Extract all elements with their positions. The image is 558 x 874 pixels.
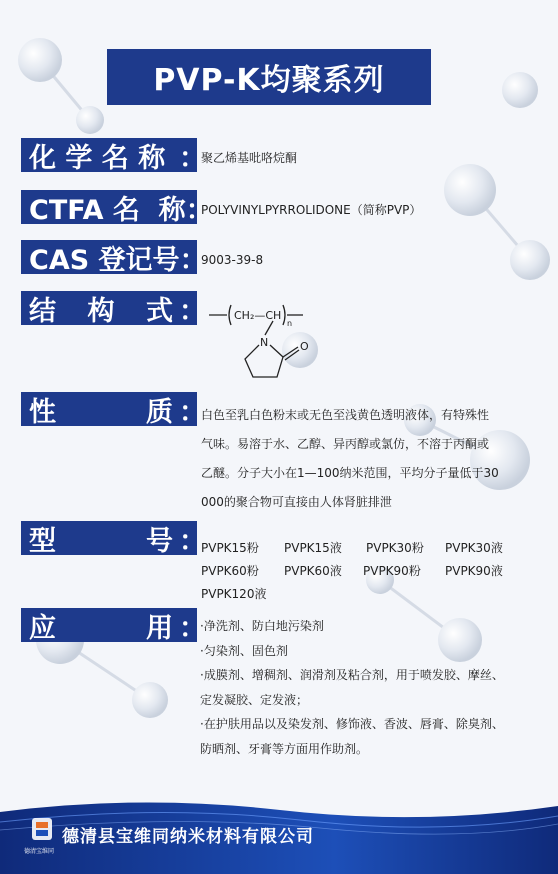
applications-label-char: 用	[146, 612, 173, 644]
ctfa-name-label: CTFA 名 称	[29, 194, 186, 226]
company-logo-text: 德清宝维同	[24, 848, 55, 855]
application-line: ·在护肤用品以及染发剂、修饰液、香波、唇膏、除臭剂、	[200, 717, 504, 731]
properties-label-char: 性	[29, 396, 56, 428]
page-title-banner	[107, 49, 431, 105]
ctfa-name-label-bar	[21, 190, 213, 226]
application-line: 定发凝胶、定发液；	[200, 692, 309, 707]
applications-list	[200, 614, 545, 761]
model-item: PVPK90液	[445, 564, 503, 578]
cas-number-label: CAS 登记号	[29, 244, 180, 276]
model-item: PVPK15液	[284, 541, 342, 555]
colon: ：	[179, 244, 207, 276]
cas-number-value: 9003-39-8	[201, 253, 264, 267]
application-line: ·净洗剂、防白地污染剂	[200, 619, 324, 633]
colon: ：	[179, 525, 206, 557]
structure-label-bar	[21, 291, 206, 327]
structure-label-char: 构	[87, 295, 115, 327]
model-list	[201, 537, 541, 606]
colon: ：	[179, 142, 206, 174]
model-item: PVPK120液	[201, 587, 267, 601]
model-item: PVPK60粉	[201, 564, 259, 578]
colon: ：	[179, 612, 206, 644]
models-label-bar	[21, 521, 206, 557]
formula-subscript: n	[287, 319, 293, 328]
model-item: PVPK15粉	[201, 541, 259, 555]
properties-line: 白色至乳白色粉末或无色至浅黄色透明液体，有特殊性	[201, 408, 490, 422]
applications-label-bar	[21, 608, 206, 644]
properties-line: 000的聚合物可直接由人体肾脏排泄	[201, 495, 392, 509]
model-item: PVPK30粉	[366, 541, 424, 555]
chemical-name-label: 化 学 名 称	[29, 142, 166, 174]
application-line: ·匀染剂、固色剂	[200, 643, 288, 658]
properties-text	[201, 401, 541, 517]
model-item: PVPK90粉	[363, 564, 421, 578]
properties-line: 气味。易溶于水、乙醇、异丙醇或氯仿，不溶于丙酮或	[201, 437, 490, 451]
properties-label-char: 质	[146, 396, 173, 428]
model-row	[201, 583, 541, 606]
structural-formula	[203, 295, 323, 385]
ctfa-name-value: POLYVINYLPYRROLIDONE（简称PVP）	[201, 203, 422, 217]
chemical-name-value: 聚乙烯基吡咯烷酮	[201, 151, 298, 165]
model-row	[201, 537, 541, 560]
model-row	[201, 560, 541, 583]
colon: ：	[185, 194, 213, 226]
application-line: ·成膜剂、增稠剂、润滑剂及粘合剂，用于喷发胶、摩丝、	[200, 668, 504, 682]
ring-atom-n: N	[260, 336, 269, 349]
chemical-name-label-bar	[21, 138, 206, 174]
applications-label-char: 应	[29, 612, 56, 644]
ring-atom-o: O	[300, 340, 309, 353]
structure-label-char: 结	[29, 295, 56, 327]
colon: ：	[179, 396, 206, 428]
company-name: 德清县宝维同纳米材料有限公司	[62, 827, 314, 847]
cas-number-label-bar	[21, 240, 207, 276]
colon: ：	[179, 295, 206, 327]
properties-line: 乙醚。分子大小在1—100纳米范围，平均分子量低于30	[201, 466, 499, 480]
properties-label-bar	[21, 392, 206, 428]
page-title: PVP-K均聚系列	[153, 63, 385, 98]
model-item: PVPK60液	[284, 564, 342, 578]
models-label-char: 号	[146, 525, 173, 557]
models-label-char: 型	[29, 525, 56, 557]
structure-label-char: 式	[146, 295, 173, 327]
application-line: 防晒剂、牙膏等方面用作助剂。	[200, 741, 369, 756]
company-logo-icon	[28, 814, 56, 850]
formula-text: CH₂—CH	[234, 309, 282, 322]
model-item: PVPK30液	[445, 541, 503, 555]
